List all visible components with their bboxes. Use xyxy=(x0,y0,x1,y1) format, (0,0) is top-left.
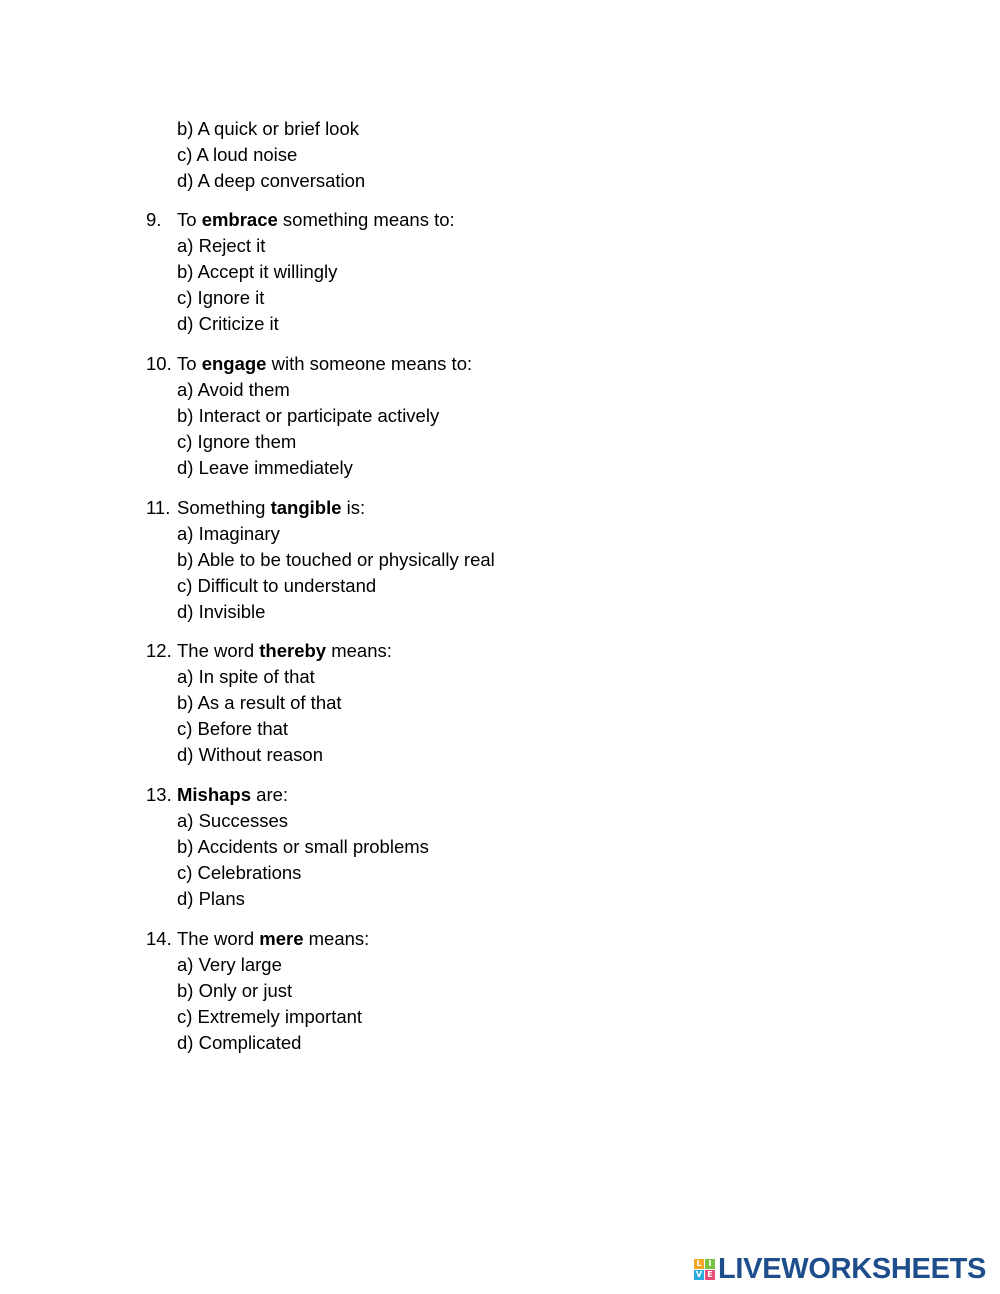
question-number: 13. xyxy=(146,784,172,805)
answer-option: d) Complicated xyxy=(177,1032,302,1053)
answer-option: c) Celebrations xyxy=(177,862,302,883)
liveworksheets-logo[interactable] xyxy=(694,1254,994,1284)
question-number: 9. xyxy=(146,209,162,230)
vocab-term: mere xyxy=(259,928,304,949)
carryover-option: b) A quick or brief look xyxy=(177,118,360,139)
vocab-term: tangible xyxy=(270,497,342,518)
question-text: To embrace something means to: xyxy=(177,209,455,230)
answer-option: d) Criticize it xyxy=(177,313,279,334)
question-number: 10. xyxy=(146,353,172,374)
answer-option: c) Ignore them xyxy=(177,431,297,452)
question-text: Something tangible is: xyxy=(177,497,366,518)
answer-option: b) Accept it willingly xyxy=(177,261,338,282)
answer-option: b) Accidents or small problems xyxy=(177,836,429,857)
question-number: 12. xyxy=(146,640,172,661)
answer-option: a) In spite of that xyxy=(177,666,315,687)
vocab-term: Mishaps xyxy=(177,784,252,805)
question-text: The word mere means: xyxy=(177,928,370,949)
answer-option: d) Invisible xyxy=(177,601,266,622)
vocab-term: embrace xyxy=(201,209,278,230)
carryover-option: c) A loud noise xyxy=(177,144,298,165)
answer-option: d) Plans xyxy=(177,888,245,909)
question-text: The word thereby means: xyxy=(177,640,392,661)
answer-option: d) Leave immediately xyxy=(177,457,353,478)
answer-option: c) Extremely important xyxy=(177,1006,363,1027)
answer-option: a) Successes xyxy=(177,810,289,831)
answer-option: a) Very large xyxy=(177,954,282,975)
answer-option: a) Reject it xyxy=(177,235,266,256)
logo-text: LIVEWORKSHEETS xyxy=(718,1253,987,1285)
carryover-option: d) A deep conversation xyxy=(177,170,366,191)
answer-option: a) Avoid them xyxy=(177,379,290,400)
logo-mark-icon: L I V E xyxy=(694,1259,715,1280)
answer-option: b) Able to be touched or physically real xyxy=(177,549,495,570)
answer-option: b) As a result of that xyxy=(177,692,342,713)
answer-option: c) Ignore it xyxy=(177,287,265,308)
question-text: To engage with someone means to: xyxy=(177,353,473,374)
answer-option: b) Only or just xyxy=(177,980,293,1001)
question-number: 11. xyxy=(146,497,171,518)
answer-option: c) Difficult to understand xyxy=(177,575,377,596)
answer-option: a) Imaginary xyxy=(177,523,280,544)
answer-option: c) Before that xyxy=(177,718,289,739)
question-text: Mishaps are: xyxy=(177,784,289,805)
vocab-term: thereby xyxy=(259,640,327,661)
question-number: 14. xyxy=(146,928,172,949)
answer-option: b) Interact or participate actively xyxy=(177,405,440,426)
answer-option: d) Without reason xyxy=(177,744,324,765)
vocab-term: engage xyxy=(201,353,267,374)
